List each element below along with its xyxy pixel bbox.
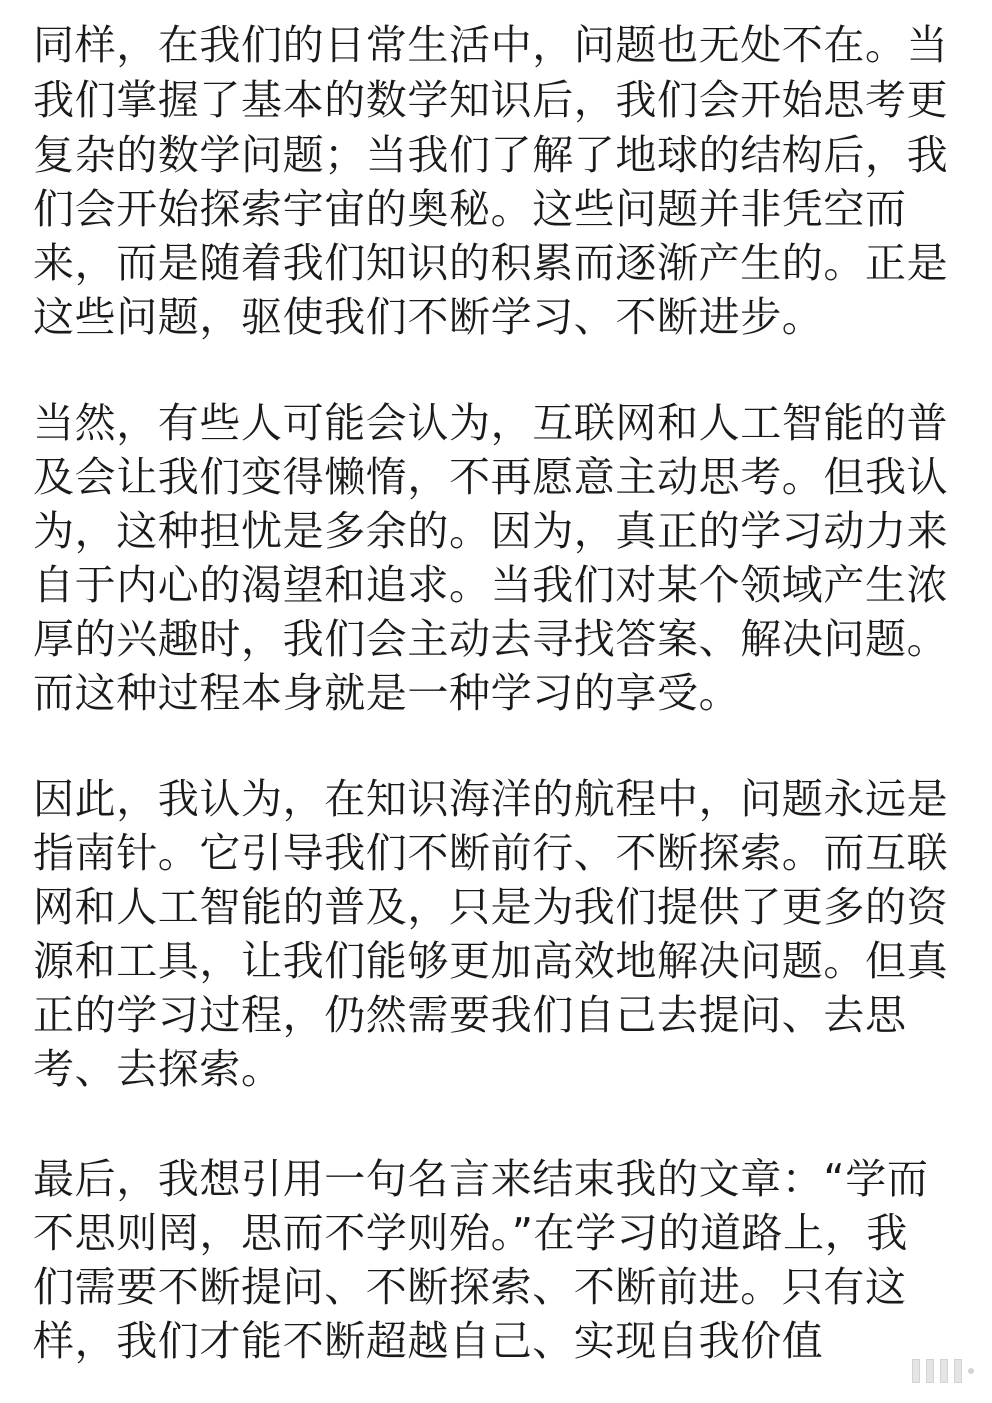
paragraph-4-line-3: 们需要不断提问、不断探索、不断前进。只有这: [33, 1263, 907, 1311]
paragraph-1-line-4: 们会开始探索宇宙的奥秘。这些问题并非凭空而: [33, 185, 907, 233]
paragraph-1-line-5: 来，而是随着我们知识的积累而逐渐产生的。正是: [33, 239, 949, 287]
paragraph-2-line-2: 及会让我们变得懒惰，不再愿意主动思考。但我认: [33, 453, 949, 501]
watermark-logo: [912, 1359, 974, 1383]
paragraph-2-line-1: 当然，有些人可能会认为，互联网和人工智能的普: [33, 399, 949, 447]
paragraph-3-line-2: 指南针。它引导我们不断前行、不断探索。而互联: [33, 829, 949, 877]
watermark-bar-4: [954, 1359, 962, 1383]
paragraph-2-line-6: 而这种过程本身就是一种学习的享受。: [33, 669, 741, 717]
paragraph-1-line-6: 这些问题，驱使我们不断学习、不断进步。: [33, 293, 824, 341]
paragraph-3-line-1: 因此，我认为，在知识海洋的航程中，问题永远是: [33, 775, 949, 823]
paragraph-4-line-1: 最后，我想引用一句名言来结束我的文章：“学而: [33, 1155, 929, 1203]
watermark-bar-1: [912, 1359, 920, 1383]
paragraph-1-line-2: 我们掌握了基本的数学知识后，我们会开始思考更: [33, 76, 949, 124]
paragraph-4-line-4: 样，我们才能不断超越自己、实现自我价值: [33, 1317, 824, 1365]
paragraph-3-line-4: 源和工具，让我们能够更加高效地解决问题。但真: [33, 937, 949, 985]
paragraph-1-line-1: 同样，在我们的日常生活中，问题也无处不在。当: [33, 21, 949, 69]
paragraph-3-line-3: 网和人工智能的普及，只是为我们提供了更多的资: [33, 883, 949, 931]
paragraph-2-line-5: 厚的兴趣时，我们会主动去寻找答案、解决问题。: [33, 615, 949, 663]
paragraph-2-line-3: 为，这种担忧是多余的。因为，真正的学习动力来: [33, 507, 949, 555]
watermark-dot-icon: [968, 1368, 974, 1374]
paragraph-2-line-4: 自于内心的渴望和追求。当我们对某个领域产生浓: [33, 561, 949, 609]
paragraph-3-line-5: 正的学习过程，仍然需要我们自己去提问、去思: [33, 991, 907, 1039]
watermark-bar-2: [926, 1359, 934, 1383]
paragraph-1-line-3: 复杂的数学问题；当我们了解了地球的结构后，我: [33, 131, 949, 179]
watermark-bar-3: [940, 1359, 948, 1383]
paragraph-4-line-2: 不思则罔，思而不学则殆。”在学习的道路上，我: [33, 1209, 908, 1257]
paragraph-3-line-6: 考、去探索。: [33, 1045, 283, 1093]
